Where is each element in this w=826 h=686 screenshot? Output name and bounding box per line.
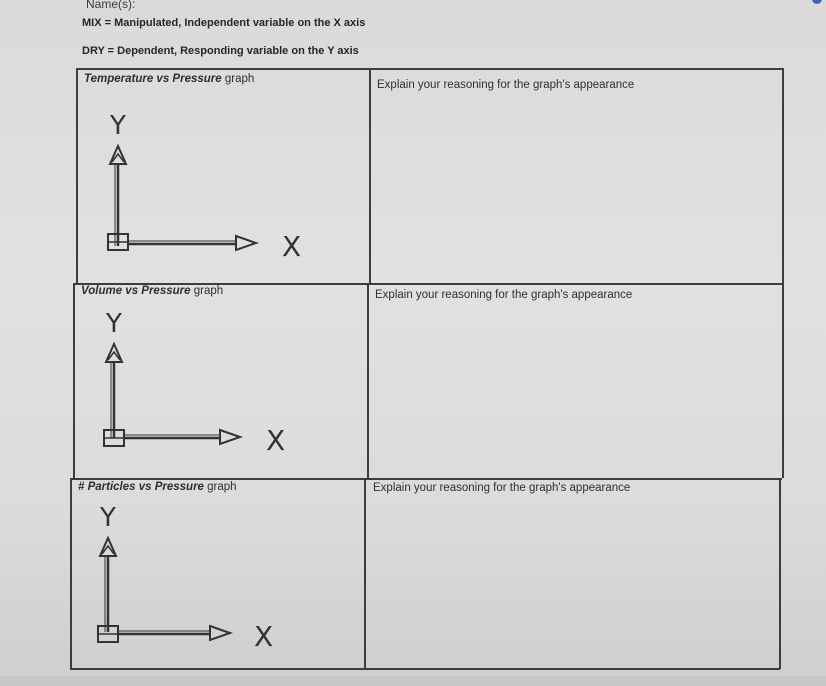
x-axis-label: X bbox=[266, 424, 286, 457]
dry-definition: DRY = Dependent, Responding variable on the Y axis bbox=[82, 45, 359, 57]
graph-title-volume: Volume vs Pressure graph bbox=[81, 285, 224, 297]
x-axis-label: X bbox=[282, 230, 302, 263]
desk-edge bbox=[0, 676, 826, 686]
axes-diagram-temperature bbox=[96, 104, 356, 264]
x-axis-label: X bbox=[254, 620, 274, 653]
name-label: Name(s): bbox=[86, 0, 136, 11]
graph-title-temperature: Temperature vs Pressure graph bbox=[84, 73, 255, 85]
y-axis-label: Y bbox=[110, 111, 126, 141]
explain-prompt-volume: Explain your reasoning for the graph's appearance bbox=[375, 289, 633, 301]
y-axis-label: Y bbox=[106, 309, 122, 339]
graph-title-particles: # Particles vs Pressure graph bbox=[78, 481, 237, 493]
y-axis-label: Y bbox=[100, 503, 116, 533]
axes-diagram-volume bbox=[92, 300, 352, 460]
scroll-indicator-icon bbox=[812, 0, 822, 4]
mix-definition: MIX = Manipulated, Independent variable on the X axis bbox=[82, 17, 366, 29]
axes-diagram-particles bbox=[88, 494, 348, 654]
explain-prompt-particles: Explain your reasoning for the graph's appearance bbox=[373, 482, 631, 494]
explain-prompt-temperature: Explain your reasoning for the graph's appearance bbox=[377, 79, 635, 91]
